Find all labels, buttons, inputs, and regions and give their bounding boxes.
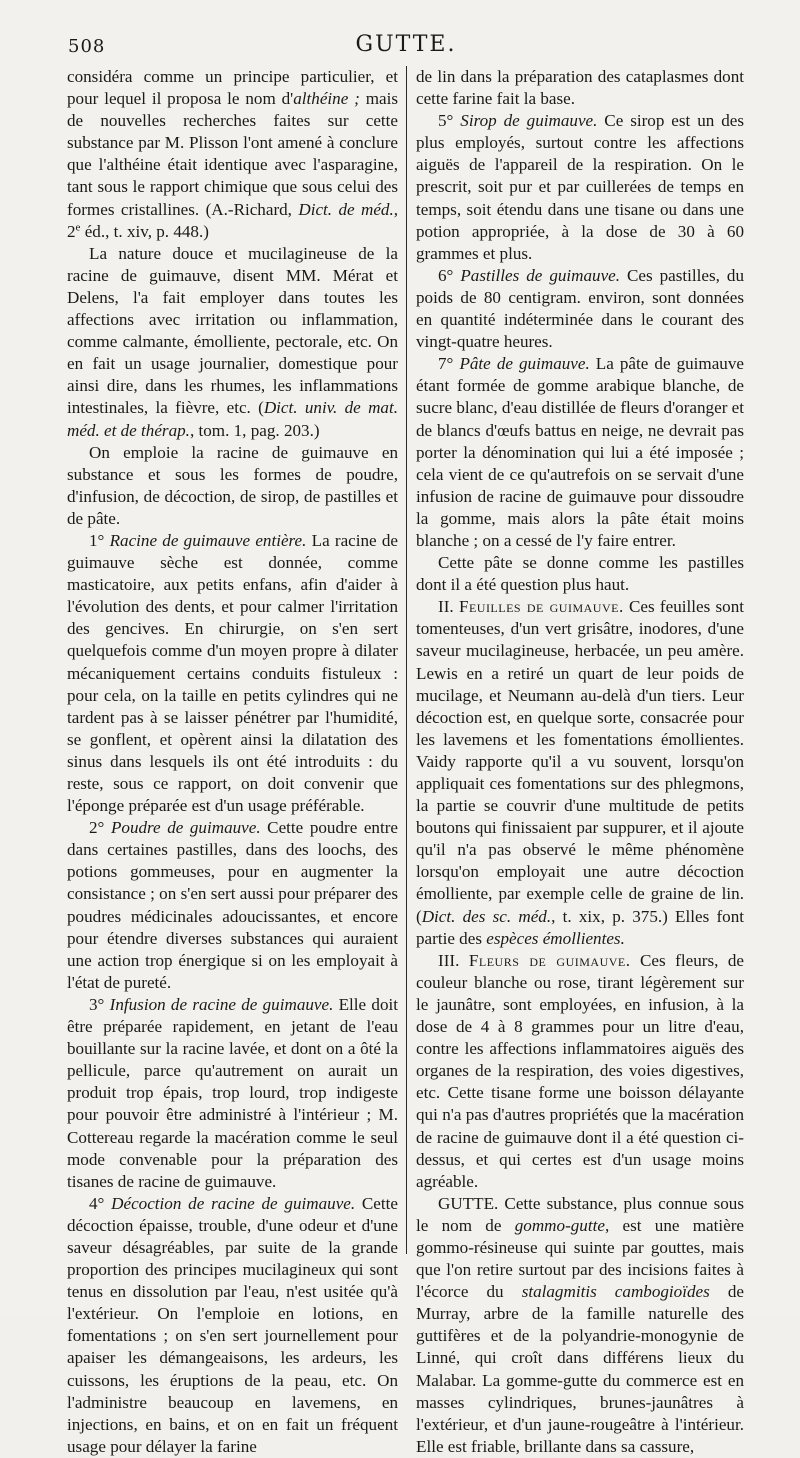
entry-gutte: GUTTE. Cette substance, plus connue sous le nom de gommo-gutte, est une matière gommo-résineuse qui suinte par gouttes, mais que l'on retire surtout par des incisions faites à l'écorce du stalagmitis cambogioïdes de Murray, arbre de la famille naturelle des guttifères et de la polyandrie-monogynie de Linné, qui croît dans différens lieux du Malabar. La gomme-gutte du commerce est en masses cylindriques, brunes-jaunâtres à l'extérieur, et d'un jaune-rougeâtre à l'intérieur. Elle est friable, brillante dans sa cassure, [416,1193,744,1456]
paragraph-althéine: considéra comme un principe particulier, et pour lequel il proposa le nom d'althéine ; mais de nouvelles recherches faites sur cette substance par M. Plisson l'ont amené à conclure que l'althéine était identique avec l'asparagine, tant sous le rapport chimique que sous celui des formes cristallines. (A.-Richard, Dict. de méd., 2e éd., t. xiv, p. 448.) [67,67,399,241]
paragraph-poudre: 2° Poudre de guimauve. Cette poudre entre dans certaines pastilles, dans des loochs, des potions gommeuses, pour en augmenter la consistance ; on s'en sert aussi pour préparer des poudres médicinales adoucissantes, et encore pour étendre diverses substances qui auraient une action trop énergique si on les employait à l'état de pureté. [67,818,399,992]
running-title: GUTTE. [355,32,457,57]
page-header [68,32,744,66]
paragraph-forms: On emploie la racine de guimauve en substance et sous les formes de poudre, d'infusion, de décoction, de sirop, de pastilles et de pâte. [67,442,398,528]
paragraph-racine-entiere: 1° Racine de guimauve entière. La racine de guimauve sèche est donnée, comme masticatoire, aux petits enfans, afin d'aider à l'évolution des dents, et pour calmer l'irritation des gencives. En chirurgie, on s'en sert quelquefois comme d'un moyen propre à dilater mécaniquement certains conduits fistuleux : pour cela, on la taille en petits cylindres qui ne tardent pas à se laisser pénétrer par l'humidité, se gonflent, et opèrent ainsi la dilatation des sinus dans lesquels ils ont été introduits : du reste, sous ce rapport, on doit convenir que l'éponge préparée est d'un usage préférable. [67,530,399,816]
paragraph-cataplasmes: de lin dans la préparation des cataplasmes dont cette farine fait la base. [416,67,744,109]
paragraph-decoction: 4° Décoction de racine de guimauve. Cette décoction épaisse, trouble, d'une odeur et d'une saveur désagréables, par suite de la grande proportion des principes mucilagineux qui sont tenus en dissolution par l'eau, n'est usitée qu'à l'extérieur. On l'emploie en lotions, en fomentations ; on s'en sert journellement pour apaiser les démangeaisons, les ardeurs, les cuissons, les éruptions de la peau, etc. On l'administre beaucoup en lavemens, en injections, en bains, et on en fait un fréquent usage pour délayer la farine [67,1193,398,1456]
paragraph-usage-general: La nature douce et mucilagineuse de la racine de guimauve, disent MM. Mérat et Delens, l'a fait employer dans toutes les affections avec irritation ou inflammation, comme calmante, émolliente, pectorale, etc. On en fait un usage journalier, domestique pour ainsi dire, dans les rhumes, les inflammations intestinales, la fièvre, etc. (Dict. univ. de mat. méd. et de thérap., tom. 1, pag. 203.) [67,243,398,440]
left-column [67,66,398,1458]
paragraph-fleurs: III. Fleurs de guimauve. Ces fleurs, de couleur blanche ou rose, tirant légèrement sur le jaunâtre, sont employées, en infusion, à la dose de 4 à 8 grammes pour un litre d'eau, contre les affections inflammatoires aiguës des organes de la respiration, des voies digestives, etc. Cette tisane forme une boisson délayante qui n'a pas d'autres propriétés que la macération de racine de guimauve dont il a été question ci-dessus, et qui certes est d'un usage moins agréable. [416,950,745,1191]
paragraph-pastilles: 6° Pastilles de guimauve. Ces pastilles, du poids de 80 centigram. environ, sont données en quantité indéterminée dans le courant des vingt-quatre heures. [416,265,744,352]
paragraph-feuilles: II. Feuilles de guimauve. Ces feuilles sont tomenteuses, d'un vert grisâtre, inodores, d'une saveur mucilagineuse, herbacée, un peu amère. Lewis en a retiré un quart de leur poids de mucilage, et Neumann au-delà d'un tiers. Leur décoction est, en quelque sorte, consacrée pour les lavemens et les fomentations émollientes. Vaidy rapporte qu'il a vu souvent, lorsqu'on appliquait ces fomentations sur des phlegmons, la partie se couvrir d'une multitude de petits boutons qui finissaient par suppurer, et il ajoute qu'il n'a pas observé le même phénomène lorsqu'on employait une autre décoction émolliente, par exemple celle de graine de lin. (Dict. des sc. méd., t. xix, p. 375.) Elles font partie des espèces émollientes. [416,597,744,948]
right-column [416,66,744,1458]
paragraph-sirop: 5° Sirop de guimauve. Ce sirop est un des plus employés, surtout contre les affections aiguës de l'appareil de la respiration. On le prescrit, soit pur et par cuillerées de temps en temps, soit étendu dans une tisane ou dans une potion appropriée, à la dose de 30 à 60 grammes et plus. [416,111,744,263]
column-divider [406,66,407,1254]
paragraph-infusion: 3° Infusion de racine de guimauve. Elle doit être préparée rapidement, en jetant de l'eau bouillante sur la racine lavée, et dont on a ôté la pellicule, parce qu'autrement on aurait un produit trop épais, trop lourd, trop indigeste pour pouvoir être administré à l'intérieur ; M. Cottereau regarde la macération comme le seul mode convenable pour la préparation des tisanes de racine de guimauve. [67,994,398,1191]
paragraph-pate: 7° Pâte de guimauve. La pâte de guimauve étant formée de gomme arabique blanche, de sucre blanc, d'eau distillée de fleurs d'oranger et de blancs d'œufs battus en neige, ne devrait pas porter la dénomination qui lui a été imposée ; cela vient de ce qu'autrefois on se servait d'une infusion de racine de guimauve pour dissoudre la gomme, mais alors la pâte était moins blanche ; on a cessé de l'y faire entrer. [416,354,744,550]
entry-headword: GUTTE. [438,1193,499,1213]
page-number: 508 [68,36,106,57]
paragraph-pate-usage: Cette pâte se donne comme les pastilles dont il a été question plus haut. [416,553,744,595]
